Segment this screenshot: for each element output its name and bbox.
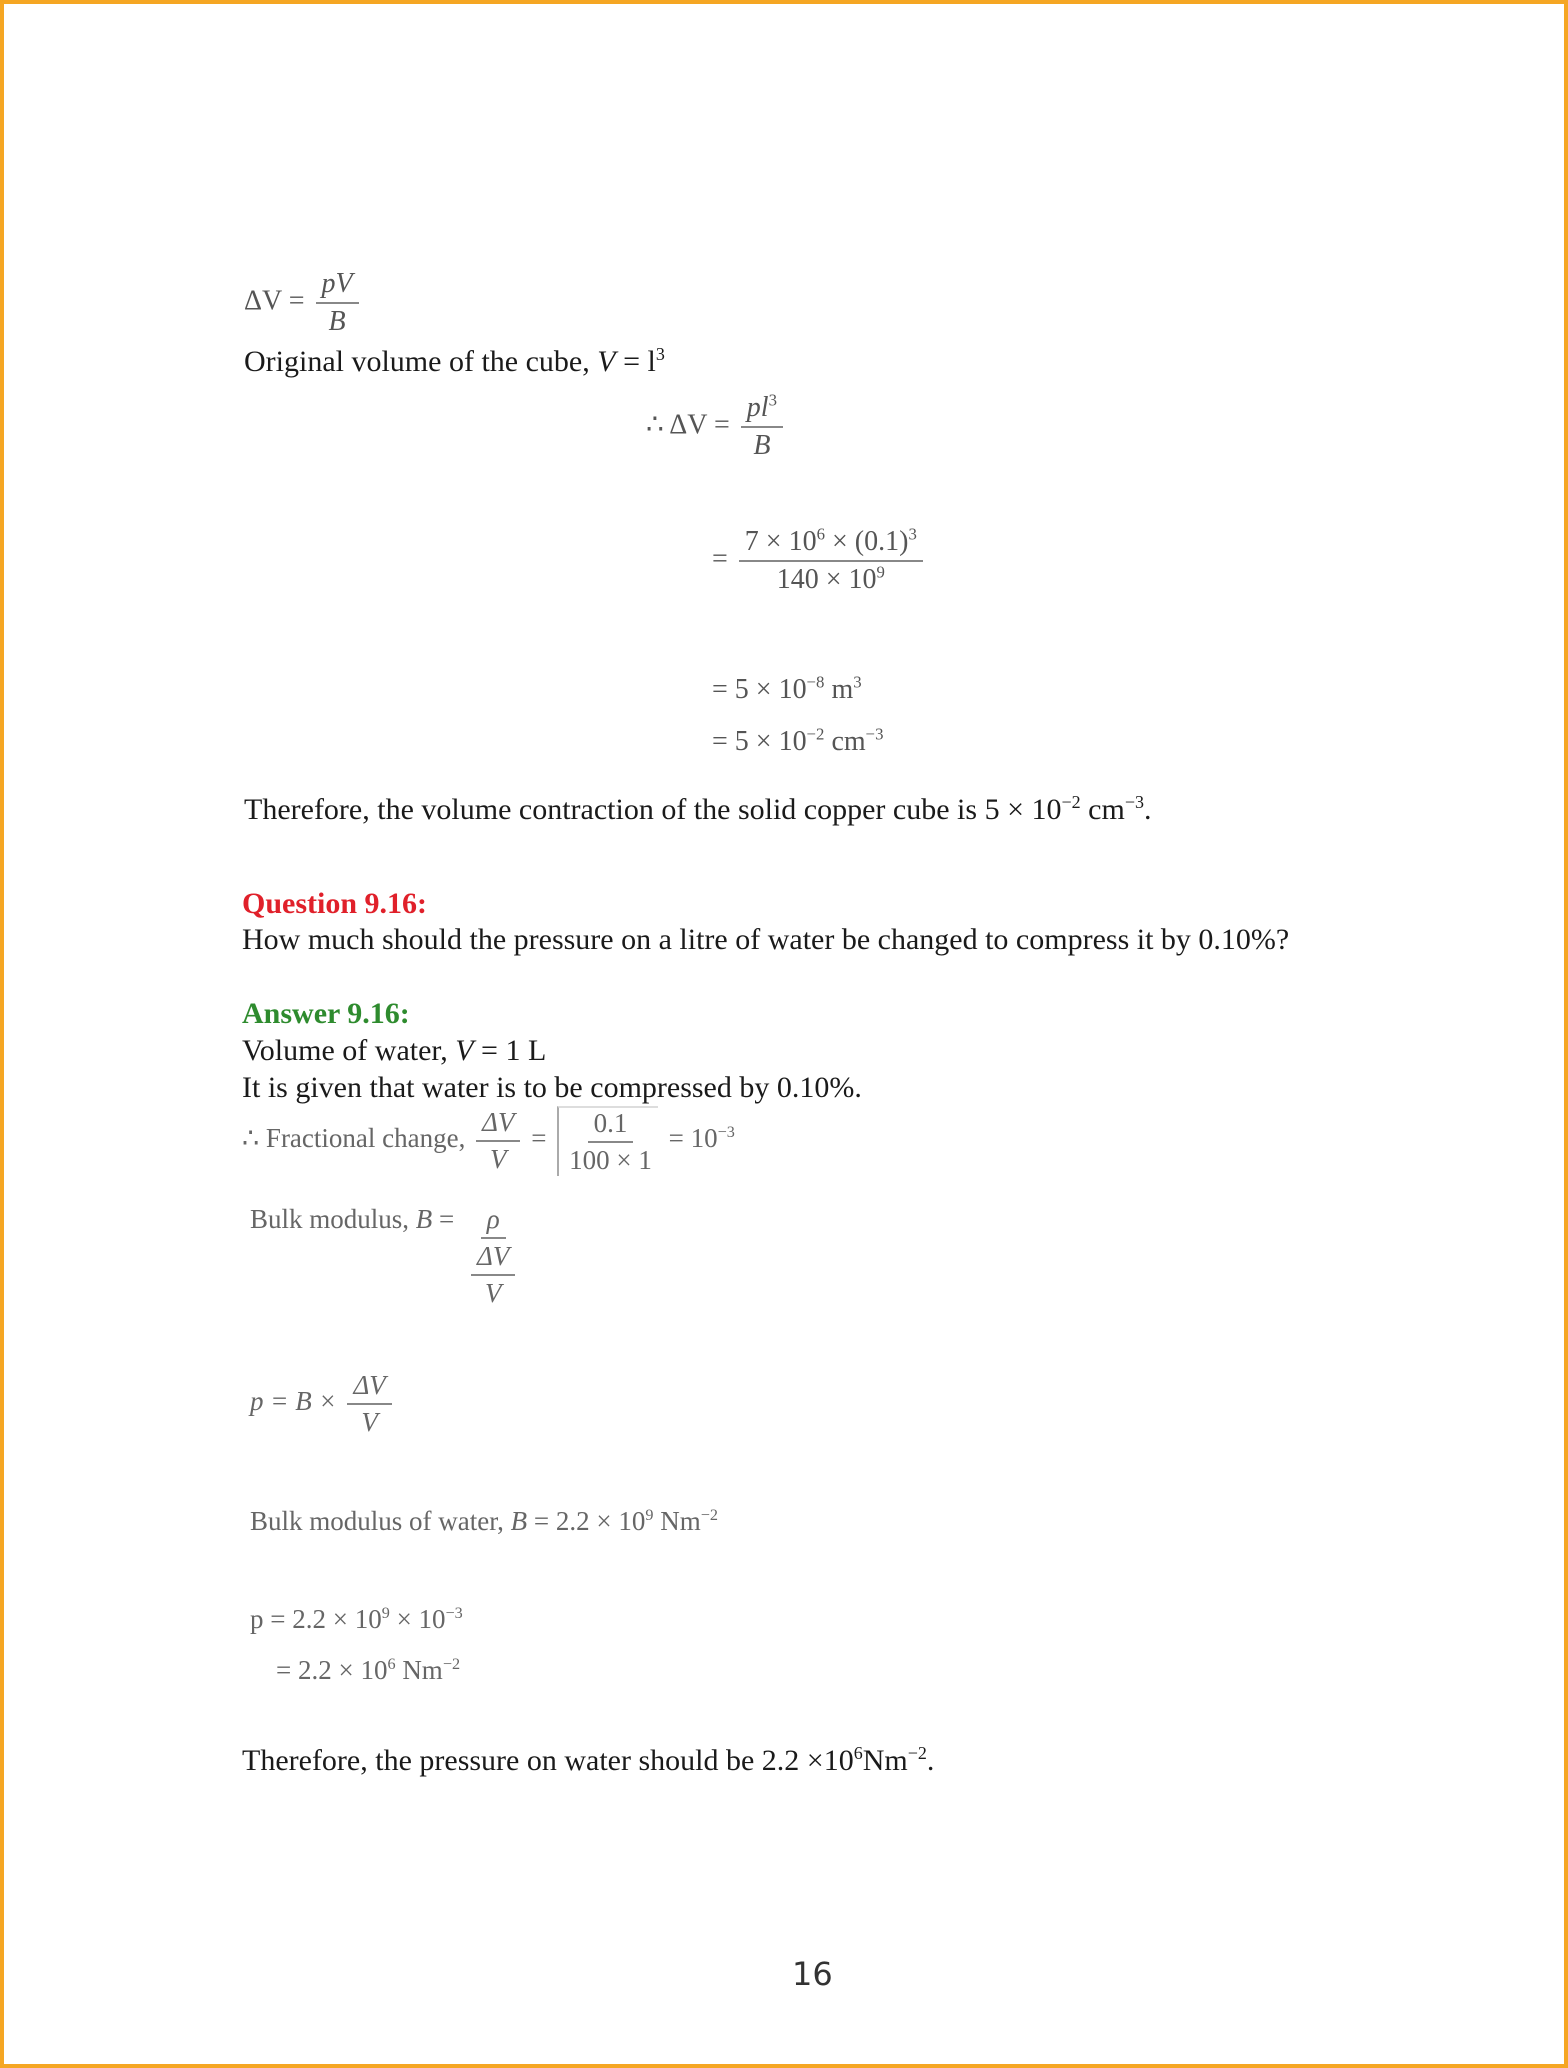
numerator: ΔV (476, 1107, 520, 1142)
conclusion-pressure (242, 1743, 934, 1779)
equation-pressure-calc (250, 1604, 463, 1635)
exp: −2 (442, 1655, 461, 1673)
lhs: p = B × (250, 1386, 344, 1417)
equation-pressure-result (276, 1655, 460, 1686)
page-number: 16 (792, 1955, 833, 1993)
denominator (465, 1239, 521, 1309)
denominator (771, 562, 891, 596)
exp: 6 (387, 1655, 396, 1673)
unit: Nm (862, 1744, 908, 1777)
numerator: ρ (481, 1204, 506, 1239)
numerator: pV (316, 268, 359, 304)
den: 140 × 10 (776, 564, 877, 595)
inner-denominator: V (484, 1278, 502, 1308)
fraction (347, 1370, 391, 1438)
numerator: ΔV (347, 1370, 391, 1405)
text: Volume of water, (242, 1034, 456, 1067)
unit: Nm (395, 1655, 443, 1685)
text: = 1 L (473, 1034, 547, 1067)
equation-pressure (250, 1370, 396, 1438)
value: = 2.2 × 10 (276, 1655, 388, 1685)
question-text: How much should the pressure on a litre of water be changed to compress it by 0.10%? (242, 923, 1290, 956)
eq: = l (615, 345, 656, 378)
denominator: B (328, 306, 346, 337)
value: = 5 × 10 (712, 726, 807, 757)
var: V (597, 345, 616, 378)
exp: 6 (853, 1743, 863, 1763)
unit: Nm (653, 1506, 701, 1536)
numerator: pl (746, 392, 769, 423)
exp: −8 (806, 672, 825, 692)
equation-result-m3 (712, 674, 862, 706)
end: . (926, 1744, 935, 1777)
fraction (741, 392, 783, 462)
text: Therefore, the pressure on water should be 2.2 ×10 (242, 1744, 854, 1777)
fraction (476, 1107, 520, 1175)
text: Original volume of the cube, (244, 345, 598, 378)
equation-bulk-modulus-water (250, 1506, 718, 1537)
question-label: Question 9.16: (242, 887, 428, 920)
fraction (739, 526, 923, 596)
denominator: V (490, 1144, 507, 1174)
eq-lhs: ∴ ΔV = (646, 409, 730, 441)
exp: −2 (907, 1743, 927, 1763)
denominator: V (361, 1407, 378, 1437)
exp: −3 (865, 724, 884, 744)
var: B (415, 1204, 433, 1234)
inner-numerator: ΔV (471, 1241, 515, 1276)
conclusion-volume-contraction (244, 792, 1151, 828)
exp: 6 (816, 524, 825, 544)
numerator: 0.1 (588, 1108, 634, 1143)
numerator (739, 526, 923, 562)
exp: 9 (876, 562, 885, 582)
eq: = (432, 1204, 462, 1234)
exp: −2 (1061, 792, 1081, 812)
num-b: × (0.1) (824, 526, 909, 557)
fraction (557, 1106, 658, 1176)
unit: cm (824, 726, 866, 757)
exp: 9 (645, 1506, 654, 1524)
equation-bulk-modulus (250, 1204, 525, 1309)
exp: 9 (381, 1604, 390, 1622)
label: ∴ Fractional change, (242, 1123, 473, 1154)
fraction (316, 268, 359, 338)
unit: cm (1080, 793, 1125, 826)
var: V (455, 1034, 474, 1067)
eq: = (531, 1123, 547, 1154)
answer-label: Answer 9.16: (242, 997, 410, 1030)
value: = 5 × 10 (712, 674, 807, 705)
answer-volume-line (242, 1033, 546, 1069)
equation-fractional-change (242, 1106, 735, 1176)
value: = 2.2 × 10 (527, 1506, 646, 1536)
equation-substitution (712, 526, 927, 596)
rhs: = 10 (668, 1123, 718, 1154)
equation-delta-v-pl3 (646, 392, 787, 462)
eq-lhs: ΔV = (244, 285, 305, 317)
label: Bulk modulus of water, (250, 1506, 511, 1536)
label: Bulk modulus, (250, 1204, 416, 1234)
exp: −3 (1124, 792, 1144, 812)
exp: −3 (717, 1123, 735, 1142)
exp: −3 (445, 1604, 463, 1622)
fraction (465, 1204, 521, 1309)
exp: 3 (908, 524, 917, 544)
equation-delta-v (244, 268, 363, 338)
eq-lhs: = (712, 543, 728, 575)
text: Therefore, the volume contraction of the solid copper cube is 5 × 10 (244, 793, 1062, 826)
equation-result-cm3 (712, 726, 884, 758)
value: × 10 (389, 1604, 446, 1634)
exp: 3 (655, 344, 665, 364)
denominator: 100 × 1 (569, 1145, 652, 1175)
unit: m (824, 674, 854, 705)
denominator: B (753, 430, 771, 461)
value: p = 2.2 × 10 (250, 1604, 382, 1634)
exp: 3 (768, 390, 777, 410)
exp: −2 (700, 1506, 718, 1524)
end: . (1143, 793, 1152, 826)
var: B (510, 1506, 528, 1536)
exp: −2 (806, 724, 825, 744)
answer-given-line: It is given that water is to be compressed by 0.10%. (242, 1071, 862, 1104)
original-volume-line (244, 344, 665, 380)
exp: 3 (853, 672, 862, 692)
num-a: 7 × 10 (744, 526, 817, 557)
